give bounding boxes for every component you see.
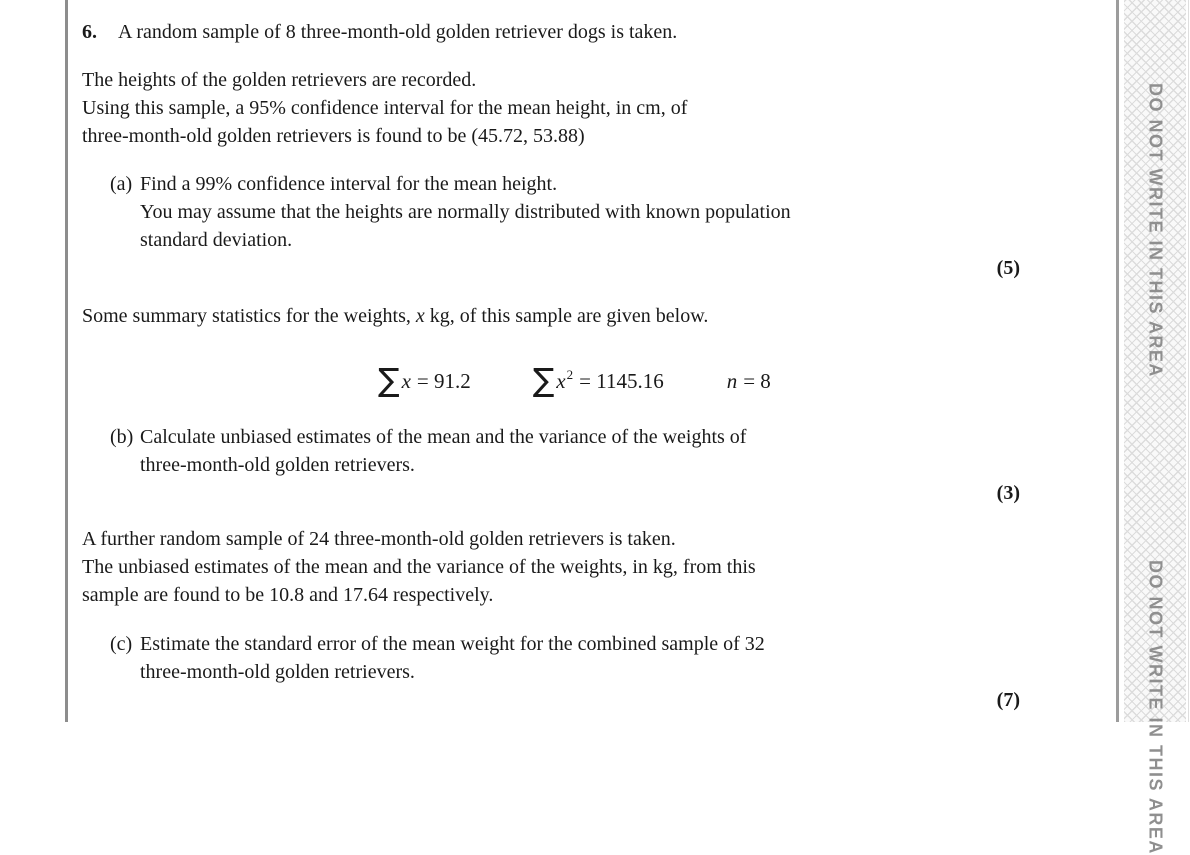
- summary-intro-variable: x: [415, 305, 425, 327]
- paragraph-line: three-month-old golden retrievers.: [140, 454, 415, 476]
- question-content: [82, 0, 1020, 722]
- part-a-marks: (5): [996, 257, 1020, 279]
- part-b-text: [140, 423, 746, 479]
- math-variable-n: n: [726, 369, 738, 393]
- paragraph-line: The unbiased estimates of the mean and the variance of the weights, in kg, from this: [82, 556, 756, 578]
- part-b-marks: (3): [996, 482, 1020, 504]
- part-c-text: [140, 630, 765, 686]
- paragraph-line: sample are found to be 10.8 and 17.64 respectively.: [82, 584, 494, 606]
- question-number: 6.: [82, 21, 97, 43]
- summary-intro: [82, 302, 1020, 330]
- paragraph-line: Estimate the standard error of the mean weight for the combined sample of 32: [140, 633, 765, 655]
- sigma-symbol: ∑: [532, 361, 555, 399]
- paragraph-line: You may assume that the heights are normally distributed with known population: [140, 201, 791, 223]
- paragraph-line: Find a 99% confidence interval for the mean height.: [140, 173, 558, 195]
- exponent: 2: [566, 367, 574, 382]
- strip-right-rule: [1188, 0, 1189, 722]
- sigma-symbol: ∑: [378, 361, 400, 399]
- paragraph-line: three-month-old golden retrievers.: [140, 661, 415, 683]
- part-a-label: (a): [110, 173, 133, 195]
- paragraph-line: A further random sample of 24 three-month-old golden retrievers is taken.: [82, 528, 676, 550]
- part-b-label: (b): [110, 426, 134, 448]
- left-margin-rule: [65, 0, 68, 722]
- page-edge-rule: [1116, 0, 1119, 722]
- sum-x-squared-formula: [533, 357, 664, 398]
- math-variable-x: x: [556, 369, 566, 393]
- sum-x-squared-value: = 1145.16: [579, 369, 664, 393]
- paragraph-line: three-month-old golden retrievers is found to be (45.72, 53.88): [82, 125, 585, 147]
- part-a-text: [140, 170, 791, 254]
- do-not-write-margin: [1116, 0, 1190, 855]
- part-c-label: (c): [110, 633, 133, 655]
- heights-paragraph: [82, 66, 1020, 150]
- summary-intro-post: kg, of this sample are given below.: [424, 305, 709, 327]
- sum-x-value: = 91.2: [416, 369, 471, 393]
- do-not-write-warning-bottom: DO NOT WRITE IN THIS AREA: [1145, 560, 1166, 855]
- paragraph-line: standard deviation.: [140, 229, 293, 251]
- paragraph-line: Using this sample, a 95% confidence interval for the mean height, in cm, of: [82, 97, 688, 119]
- paragraph-line: The heights of the golden retrievers are recorded.: [82, 69, 477, 91]
- math-variable-x: x: [401, 369, 411, 393]
- sample-size-formula: [727, 367, 771, 395]
- paragraph-line: Calculate unbiased estimates of the mean and the variance of the weights of: [140, 426, 747, 448]
- sample-size-value: = 8: [743, 369, 771, 393]
- do-not-write-warning-top: DO NOT WRITE IN THIS AREA: [1145, 83, 1166, 378]
- hatch-pattern: [1124, 0, 1186, 855]
- summary-statistics: [378, 357, 1020, 397]
- sum-x-formula: [378, 357, 471, 397]
- part-c-marks: (7): [996, 689, 1020, 711]
- summary-intro-pre: Some summary statistics for the weights,: [82, 305, 416, 327]
- question-intro-text: A random sample of 8 three-month-old golden retriever dogs is taken.: [118, 21, 678, 43]
- further-sample-paragraph: [82, 525, 1020, 609]
- part-b: [110, 423, 1020, 479]
- part-c: [110, 630, 1020, 686]
- question-intro-row: [82, 18, 1020, 46]
- part-a: [110, 170, 1020, 254]
